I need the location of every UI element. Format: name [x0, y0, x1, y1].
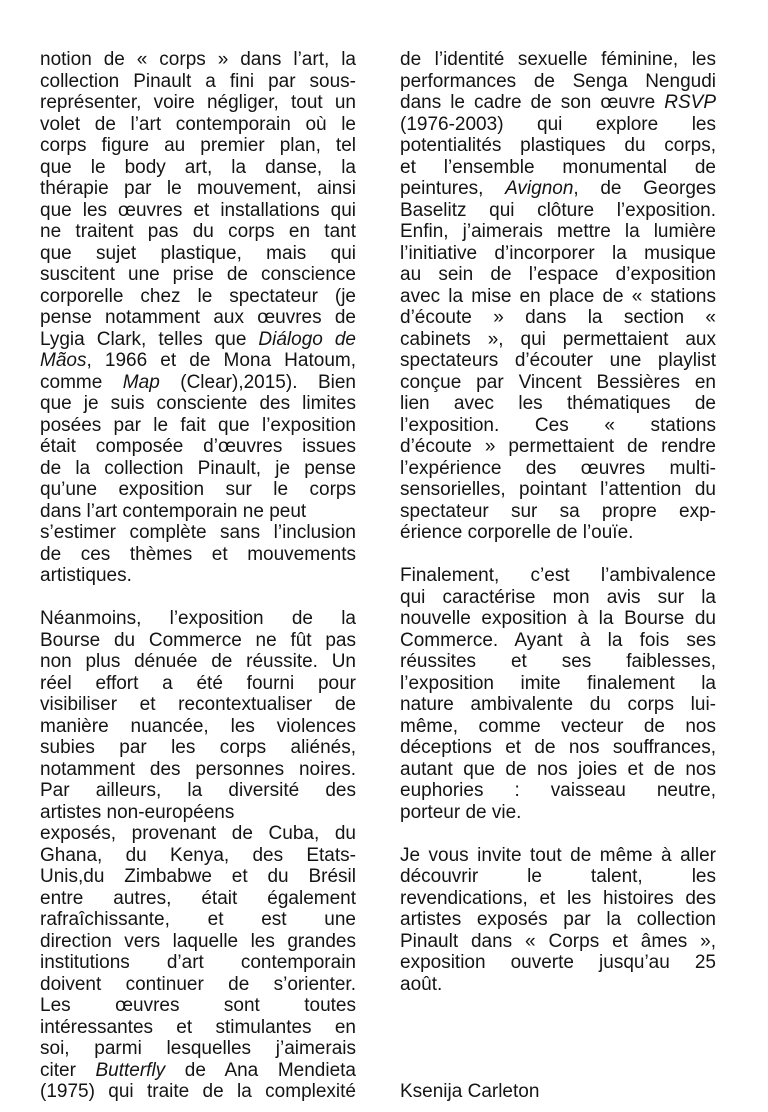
- text-line: [40, 802, 356, 824]
- text-line: [400, 458, 716, 480]
- text-line: [40, 995, 356, 1017]
- text-line: [40, 1060, 356, 1082]
- italic-title: Avignon: [505, 178, 574, 199]
- text-segment: lien avec les thématiques de: [400, 393, 716, 414]
- text-line: [40, 458, 356, 480]
- text-line: [400, 759, 716, 781]
- text-line: [40, 673, 356, 695]
- text-segment: intéressantes et stimulantes en: [40, 1016, 356, 1038]
- text-segment: Commerce. Ayant à la fois ses: [400, 629, 716, 651]
- text-segment: de ces thèmes et mouvements: [40, 543, 356, 565]
- text-segment: cabinets », qui permettaient aux: [400, 328, 716, 350]
- text-line: [400, 49, 716, 71]
- text-segment: nouvelle exposition à la Bourse du: [400, 608, 716, 629]
- text-line: [400, 436, 716, 458]
- text-segment: Lygia Clark, telles que: [40, 328, 259, 350]
- text-line: [40, 565, 356, 587]
- text-line: [40, 114, 356, 136]
- text-line: [40, 92, 356, 114]
- text-line: [40, 372, 356, 394]
- text-segment: était composée d’œuvres issues: [40, 436, 356, 457]
- text-line: [400, 737, 716, 759]
- text-segment: comme: [40, 371, 123, 393]
- text-segment: performances de Senga Nengudi: [400, 70, 716, 92]
- text-line: [400, 608, 716, 630]
- text-line: [400, 780, 716, 802]
- text-segment: de la collection Pinault, je pense: [40, 457, 356, 479]
- text-line: [400, 393, 716, 415]
- text-line: [40, 1017, 356, 1039]
- text-line: [40, 264, 356, 286]
- text-segment: déceptions et de nos souffrances,: [400, 737, 716, 758]
- text-line: [400, 479, 716, 501]
- paragraph-gap: [40, 587, 356, 609]
- text-segment: l’exposition imite finalement la: [400, 672, 716, 694]
- text-line: [40, 759, 356, 781]
- text-segment: Unis,du Zimbabwe et du Brésil: [40, 866, 356, 887]
- text-line: [400, 673, 716, 695]
- text-line: [40, 71, 356, 93]
- text-line: [40, 393, 356, 415]
- text-segment: notion de « corps » dans l’art, la: [40, 49, 356, 70]
- text-segment: autant que de nos joies et de nos: [400, 758, 716, 780]
- text-line: [40, 1081, 356, 1103]
- text-segment: corps figure au premier plan, tel: [40, 135, 356, 156]
- text-segment: découvrir le talent, les: [400, 866, 716, 887]
- left-column: [40, 49, 356, 1103]
- text-segment: suscitent une prise de conscience: [40, 264, 356, 285]
- text-segment: euphories : vaisseau neutre,: [400, 780, 716, 801]
- text-line: [400, 866, 716, 888]
- text-line: [40, 608, 356, 630]
- text-segment: de Ana Mendieta: [165, 1059, 356, 1081]
- paragraph-gap: [400, 544, 716, 566]
- text-segment: volet de l’art contemporain où le: [40, 113, 356, 135]
- italic-title: Map: [122, 371, 160, 393]
- text-segment: l’expérience des œuvres multi-: [400, 457, 716, 479]
- text-segment: représenter, voire négliger, tout un: [40, 92, 356, 113]
- text-line: [40, 436, 356, 458]
- text-line: [400, 522, 716, 544]
- text-line: [400, 114, 716, 136]
- text-segment: dans l’art contemporain ne peut: [40, 500, 307, 522]
- text-line: [400, 888, 716, 910]
- text-line: [40, 1038, 356, 1060]
- paragraph: [40, 49, 356, 587]
- text-line: [400, 587, 716, 609]
- text-line: [40, 135, 356, 157]
- text-line: [40, 157, 356, 179]
- text-line: [40, 243, 356, 265]
- text-segment: même, comme vecteur de nos: [400, 715, 716, 737]
- text-line: [40, 866, 356, 888]
- text-line: [40, 178, 356, 200]
- paragraph-gap: [400, 823, 716, 845]
- text-segment: direction vers laquelle les grandes: [40, 930, 356, 952]
- text-segment: soi, parmi lesquelles j’aimerais: [40, 1038, 356, 1059]
- text-line: [400, 286, 716, 308]
- paragraph: [400, 49, 716, 544]
- text-line: [40, 221, 356, 243]
- right-column: [400, 49, 716, 1103]
- text-segment: subies par les corps aliénés,: [40, 737, 356, 758]
- text-segment: qui caractérise mon avis sur la: [400, 586, 716, 608]
- text-line: [40, 952, 356, 974]
- text-segment: peintures,: [400, 178, 506, 199]
- text-segment: conçue par Vincent Bessières en: [400, 371, 716, 393]
- text-line: [400, 329, 716, 351]
- text-segment: que les œuvres et installations qui: [40, 199, 356, 221]
- text-line: [40, 909, 356, 931]
- text-line: [400, 630, 716, 652]
- text-line: [400, 651, 716, 673]
- text-line: [400, 350, 716, 372]
- text-segment: Enfin, j’aimerais mettre la lumière: [400, 221, 716, 242]
- text-line: [400, 802, 716, 824]
- text-line: [40, 479, 356, 501]
- text-line: [400, 694, 716, 716]
- text-line: [40, 415, 356, 437]
- paragraph: [40, 608, 356, 1103]
- italic-title: Butterfly: [95, 1059, 166, 1081]
- text-line: [400, 931, 716, 953]
- text-segment: artistiques.: [40, 565, 132, 586]
- text-line: [400, 157, 716, 179]
- text-line: [40, 823, 356, 845]
- text-segment: dans le cadre de son œuvre: [400, 92, 665, 113]
- text-line: [40, 845, 356, 867]
- text-line: [40, 931, 356, 953]
- text-line: [40, 501, 356, 523]
- text-line: [400, 178, 716, 200]
- text-segment: ne traitent pas du corps en tant: [40, 221, 356, 242]
- author-signature: Ksenija Carleton: [400, 1081, 540, 1102]
- spacer: [400, 1060, 716, 1082]
- text-segment: Je vous invite tout de même à aller: [400, 844, 716, 866]
- text-line: [40, 522, 356, 544]
- text-segment: que le body art, la danse, la: [40, 156, 356, 178]
- text-line: [400, 92, 716, 114]
- text-segment: l’exposition. Ces « stations: [400, 414, 716, 436]
- text-segment: d’écoute » dans la section «: [400, 307, 716, 328]
- text-segment: spectateurs d’écouter une playlist: [400, 350, 716, 371]
- text-segment: nature ambivalente du corps lui-: [400, 694, 716, 715]
- paragraph: [400, 565, 716, 823]
- text-segment: porteur de vie.: [400, 801, 522, 823]
- spacer: [400, 1038, 716, 1060]
- text-segment: rafraîchissante, et est une: [40, 909, 356, 930]
- spacer: [400, 995, 716, 1017]
- text-line: [400, 307, 716, 329]
- spacer: [400, 1017, 716, 1039]
- text-segment: (1976-2003) qui explore les: [400, 113, 716, 135]
- text-line: [40, 49, 356, 71]
- text-line: [400, 415, 716, 437]
- text-segment: visibiliser et recontextualiser de: [40, 694, 356, 715]
- text-line: [400, 221, 716, 243]
- text-segment: de l’identité sexuelle féminine, les: [400, 49, 716, 70]
- text-line: [40, 651, 356, 673]
- text-line: [40, 974, 356, 996]
- text-line: [400, 909, 716, 931]
- text-segment: et l’ensemble monumental de: [400, 156, 716, 178]
- text-segment: août.: [400, 973, 443, 995]
- text-segment: pense notamment aux œuvres de: [40, 307, 356, 328]
- text-segment: Pinault dans « Corps et âmes »,: [400, 930, 716, 952]
- text-line: [40, 307, 356, 329]
- text-segment: Baselitz qui clôture l’exposition.: [400, 199, 716, 221]
- text-line: [40, 350, 356, 372]
- text-segment: notamment des personnes noires.: [40, 758, 356, 780]
- text-segment: exposition ouverte jusqu’au 25: [400, 952, 716, 973]
- text-segment: s’estimer complète sans l’inclusion: [40, 522, 356, 543]
- text-segment: institutions d’art contemporain: [40, 952, 356, 973]
- text-segment: Les œuvres sont toutes: [40, 995, 356, 1016]
- text-segment: citer: [40, 1059, 96, 1081]
- text-segment: spectateur sur sa propre exp-: [400, 500, 716, 522]
- text-segment: potentialités plastiques du corps,: [400, 135, 716, 156]
- text-line: [400, 372, 716, 394]
- text-line: [400, 71, 716, 93]
- text-line: [40, 544, 356, 566]
- text-segment: (Clear),2015). Bien: [159, 371, 356, 393]
- text-line: [400, 135, 716, 157]
- text-line: [40, 716, 356, 738]
- text-segment: Ghana, du Kenya, des Etats-: [40, 844, 356, 866]
- text-segment: collection Pinault a fini par sous-: [40, 70, 356, 92]
- text-segment: au sein de l’espace d’exposition: [400, 264, 716, 285]
- text-line: [400, 845, 716, 867]
- text-segment: exposés, provenant de Cuba, du: [40, 823, 356, 844]
- text-segment: artistes non-européens: [40, 801, 235, 823]
- text-segment: non plus dénuée de réussite. Un: [40, 651, 356, 672]
- text-line: [400, 952, 716, 974]
- paragraph: [400, 845, 716, 996]
- text-segment: réussites et ses faiblesses,: [400, 651, 716, 672]
- text-line: [40, 286, 356, 308]
- text-line: [40, 694, 356, 716]
- text-segment: d’écoute » permettaient de rendre: [400, 436, 716, 457]
- text-segment: , 1966 et de Mona Hatoum,: [86, 350, 356, 371]
- text-line: [400, 565, 716, 587]
- text-segment: réel effort a été fourni pour: [40, 672, 356, 694]
- text-line: [400, 200, 716, 222]
- text-segment: posées par le fait que l’exposition: [40, 414, 356, 436]
- text-segment: artistes exposés par la collection: [400, 909, 716, 930]
- text-segment: que je suis consciente des limites: [40, 393, 356, 414]
- text-segment: érience corporelle de l’ouïe.: [400, 522, 634, 543]
- text-segment: entre autres, était également: [40, 887, 356, 909]
- italic-title: RSVP: [664, 92, 716, 113]
- text-segment: (1975) qui traite de la complexité: [40, 1081, 356, 1102]
- text-segment: l’initiative d’incorporer la musique: [400, 242, 716, 264]
- italic-title: Mãos: [40, 350, 87, 371]
- text-line: [400, 264, 716, 286]
- text-line: [400, 501, 716, 523]
- text-line: [40, 780, 356, 802]
- text-segment: sensorielles, pointant l’attention du: [400, 479, 716, 500]
- text-segment: que sujet plastique, mais qui: [40, 242, 356, 264]
- text-line: [40, 200, 356, 222]
- text-line: [40, 737, 356, 759]
- text-segment: Néanmoins, l’exposition de la: [40, 608, 356, 629]
- text-line: [40, 630, 356, 652]
- italic-title: Diálogo de: [258, 328, 356, 350]
- text-segment: thérapie par le mouvement, ainsi: [40, 178, 356, 199]
- text-line: [400, 716, 716, 738]
- text-segment: avec la mise en place de « stations: [400, 285, 716, 307]
- text-segment: corporelle chez le spectateur (je: [40, 285, 356, 307]
- text-segment: doivent continuer de s’orienter.: [40, 973, 356, 995]
- text-line: [400, 974, 716, 996]
- text-line: [40, 888, 356, 910]
- text-segment: Par ailleurs, la diversité des: [40, 780, 356, 801]
- text-segment: manière nuancée, les violences: [40, 715, 356, 737]
- text-segment: revendications, et les histoires des: [400, 887, 716, 909]
- text-segment: Bourse du Commerce ne fût pas: [40, 629, 356, 651]
- text-segment: , de Georges: [573, 178, 716, 199]
- text-line: [40, 329, 356, 351]
- text-line: [400, 243, 716, 265]
- text-segment: Finalement, c’est l’ambivalence: [400, 565, 716, 586]
- text-segment: qu’une exposition sur le corps: [40, 479, 356, 500]
